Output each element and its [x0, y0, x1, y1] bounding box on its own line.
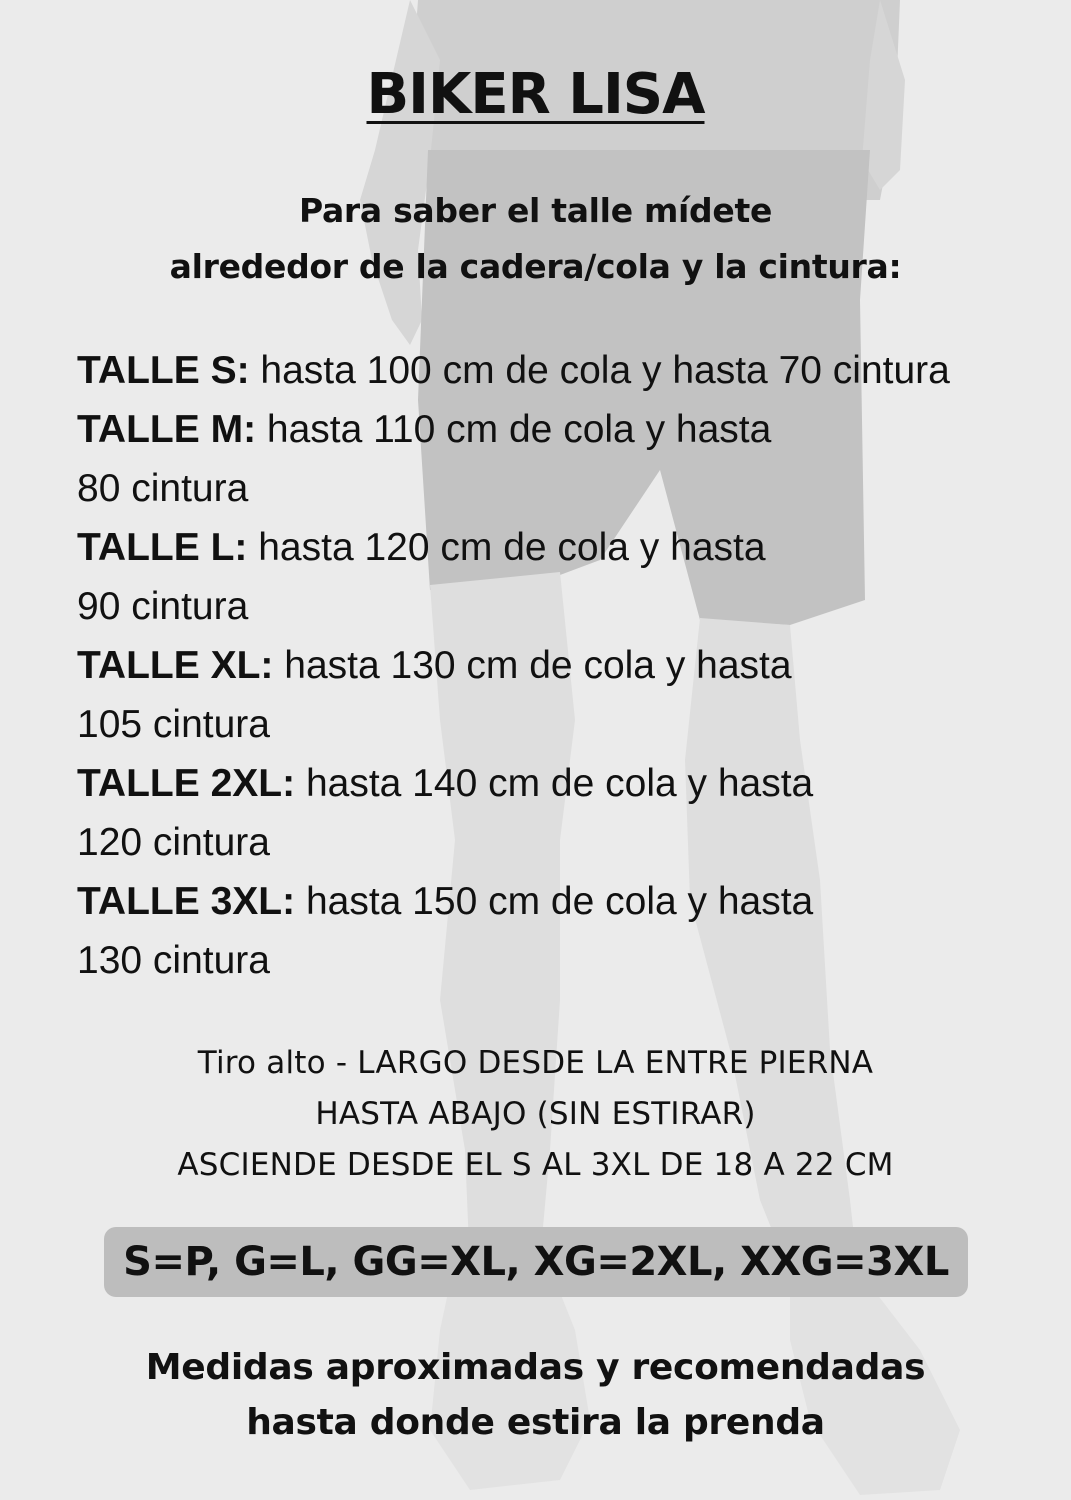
size-measure: hasta 150 cm de cola y hasta: [295, 880, 814, 923]
size-row-3xl: [77, 872, 1067, 990]
size-measure: hasta 140 cm de cola y hasta: [295, 762, 814, 805]
size-waist: 90 cintura: [77, 585, 249, 628]
footer-note: [0, 1340, 1071, 1450]
size-waist: 80 cintura: [77, 467, 249, 510]
size-waist: 105 cintura: [77, 703, 270, 746]
size-label: TALLE L:: [77, 526, 248, 569]
size-waist: 120 cintura: [77, 821, 270, 864]
instructions-line-2: alrededor de la cadera/cola y la cintura:: [169, 247, 902, 286]
size-label: TALLE XL:: [77, 644, 274, 687]
instructions-line-1: Para saber el talle mídete: [298, 191, 773, 230]
size-measure: hasta 120 cm de cola y hasta: [247, 526, 766, 569]
size-row-xl: [77, 636, 1067, 754]
size-label: TALLE S:: [77, 349, 250, 392]
page-title: BIKER LISA: [366, 62, 705, 127]
footer-line-2: hasta donde estira la prenda: [246, 1402, 825, 1443]
size-label: TALLE M:: [77, 408, 257, 451]
size-row-m: [77, 400, 1067, 518]
size-waist: 130 cintura: [77, 939, 270, 982]
size-row-2xl: [77, 754, 1067, 872]
size-row-l: [77, 518, 1067, 636]
length-notes: [0, 1038, 1071, 1191]
size-equivalence-badge: S=P, G=L, GG=XL, XG=2XL, XXG=3XL: [104, 1227, 968, 1297]
measurement-instructions: [0, 183, 1071, 295]
notes-line-2: HASTA ABAJO (SIN ESTIRAR): [315, 1096, 756, 1132]
size-row-s: [77, 341, 1067, 400]
footer-line-1: Medidas aproximadas y recomendadas: [145, 1347, 926, 1388]
size-list: [77, 341, 1067, 990]
notes-line-3: ASCIENDE DESDE EL S AL 3XL DE 18 A 22 CM: [177, 1147, 894, 1183]
size-label: TALLE 2XL:: [77, 762, 296, 805]
size-measure: hasta 130 cm de cola y hasta: [273, 644, 792, 687]
size-measure: hasta 110 cm de cola y hasta: [256, 408, 772, 451]
size-label: TALLE 3XL:: [77, 880, 296, 923]
size-measure: hasta 100 cm de cola y hasta 70 cintura: [249, 349, 950, 392]
notes-line-1: Tiro alto - LARGO DESDE LA ENTRE PIERNA: [197, 1045, 874, 1081]
